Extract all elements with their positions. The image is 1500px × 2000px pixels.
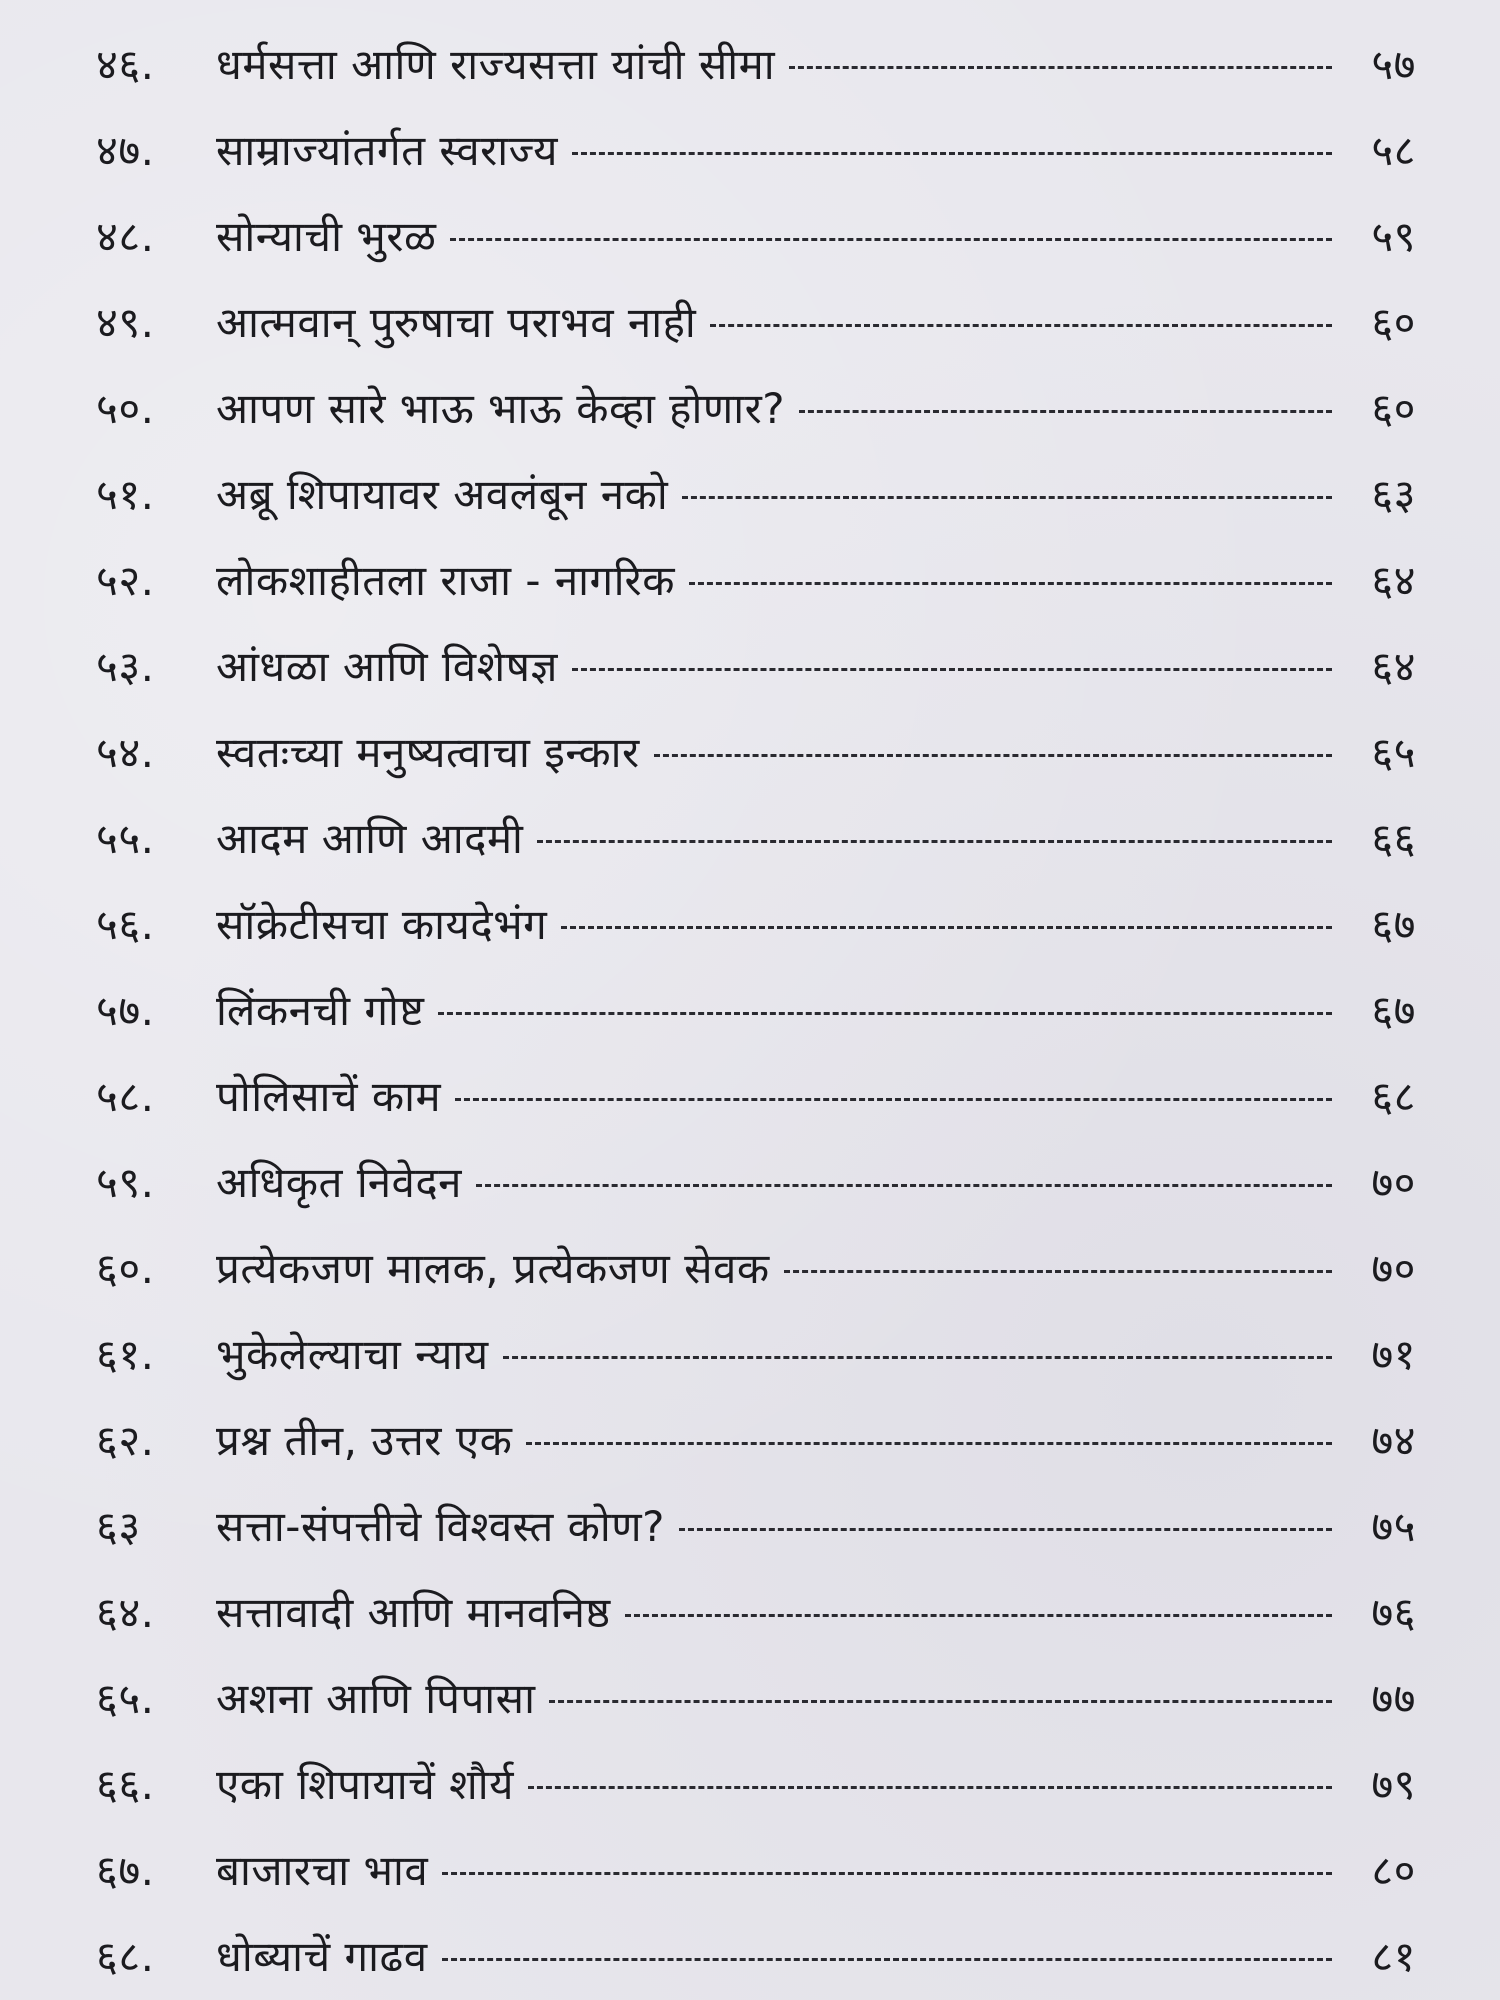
entry-number: ५२. [96, 555, 155, 605]
entry-number: ५५. [96, 813, 155, 863]
entry-title: धर्मसत्ता आणि राज्यसत्ता यांची सीमा [216, 39, 776, 89]
dotted-leader [654, 754, 1332, 757]
dotted-leader [537, 840, 1332, 843]
entry-title: प्रत्येकजण मालक, प्रत्येकजण सेवक [216, 1243, 770, 1293]
toc-entry-64 [96, 1568, 1416, 1654]
entry-number: ६०. [96, 1243, 155, 1293]
dotted-leader [625, 1614, 1332, 1617]
entry-title: साम्राज्यांतर्गत स्वराज्य [216, 125, 559, 175]
toc-entry-46 [96, 20, 1416, 106]
entry-number: ६८. [96, 1931, 155, 1981]
entry-title: बाजारचा भाव [216, 1845, 429, 1895]
entry-number: ४९. [96, 297, 155, 347]
entry-page-number: ७० [1371, 1157, 1416, 1207]
toc-entry-61 [96, 1310, 1416, 1396]
entry-page-number: ६७ [1371, 985, 1416, 1035]
dotted-leader [784, 1270, 1332, 1273]
entry-title: सत्तावादी आणि मानवनिष्ठ [216, 1587, 611, 1637]
entry-number: ५१. [96, 469, 155, 519]
entry-title: लिंकनची गोष्ट [216, 985, 425, 1035]
toc-entry-50 [96, 364, 1416, 450]
entry-page-number: ७१ [1371, 1329, 1416, 1379]
entry-page-number: ८१ [1371, 1931, 1416, 1981]
dotted-leader [572, 152, 1332, 155]
dotted-leader [528, 1786, 1332, 1789]
entry-title: एका शिपायाचें शौर्य [216, 1759, 514, 1809]
entry-page-number: ६४ [1371, 555, 1416, 605]
toc-entry-67 [96, 1826, 1416, 1912]
dotted-leader [679, 1528, 1332, 1531]
dotted-leader [455, 1098, 1332, 1101]
entry-title: लोकशाहीतला राजा - नागरिक [216, 555, 675, 605]
entry-number: ५४. [96, 727, 155, 777]
dotted-leader [799, 410, 1332, 413]
entry-number: ५३. [96, 641, 155, 691]
toc-entry-53 [96, 622, 1416, 708]
toc-entry-63 [96, 1482, 1416, 1568]
toc-entry-56 [96, 880, 1416, 966]
entry-title: प्रश्न तीन, उत्तर एक [216, 1415, 513, 1465]
entry-number: ६१. [96, 1329, 155, 1379]
entry-title: पोलिसाचें काम [216, 1071, 442, 1121]
entry-title: भुकेलेल्याचा न्याय [216, 1329, 489, 1379]
toc-entry-59 [96, 1138, 1416, 1224]
entry-page-number: ६० [1371, 297, 1416, 347]
dotted-leader [438, 1012, 1332, 1015]
entry-number: ६२. [96, 1415, 155, 1465]
entry-page-number: ६४ [1371, 641, 1416, 691]
dotted-leader [689, 582, 1332, 585]
entry-page-number: ७४ [1371, 1415, 1416, 1465]
entry-page-number: ७६ [1371, 1587, 1416, 1637]
dotted-leader [503, 1356, 1332, 1359]
dotted-leader [561, 926, 1332, 929]
entry-title: आदम आणि आदमी [216, 813, 524, 863]
toc-entry-52 [96, 536, 1416, 622]
entry-title: स्वतःच्या मनुष्यत्वाचा इन्कार [216, 727, 640, 777]
entry-number: ६४. [96, 1587, 155, 1637]
dotted-leader [476, 1184, 1332, 1187]
entry-number: ६५. [96, 1673, 155, 1723]
toc-entry-58 [96, 1052, 1416, 1138]
entry-number: ६६. [96, 1759, 155, 1809]
entry-page-number: ५७ [1371, 39, 1416, 89]
entry-page-number: ६८ [1371, 1071, 1416, 1121]
dotted-leader [710, 324, 1332, 327]
entry-number: ५६. [96, 899, 155, 949]
entry-page-number: ७० [1371, 1243, 1416, 1293]
entry-number: ६७. [96, 1845, 155, 1895]
entry-page-number: ७९ [1371, 1759, 1416, 1809]
entry-page-number: ८० [1371, 1845, 1416, 1895]
toc-entry-48 [96, 192, 1416, 278]
entry-title: धोब्याचें गाढव [216, 1931, 428, 1981]
toc-entry-62 [96, 1396, 1416, 1482]
entry-number: ५७. [96, 985, 155, 1035]
entry-number: ६३ [96, 1501, 141, 1551]
toc-entry-51 [96, 450, 1416, 536]
entry-number: ५९. [96, 1157, 155, 1207]
entry-title: आपण सारे भाऊ भाऊ केव्हा होणार? [216, 383, 786, 433]
entry-page-number: ५८ [1371, 125, 1416, 175]
entry-title: सत्ता-संपत्तीचे विश्वस्त कोण? [216, 1501, 665, 1551]
entry-title: आत्मवान् पुरुषाचा पराभव नाही [216, 297, 697, 347]
dotted-leader [682, 496, 1332, 499]
entry-page-number: ६७ [1371, 899, 1416, 949]
entry-number: ४६. [96, 39, 155, 89]
entry-title: अधिकृत निवेदन [216, 1157, 462, 1207]
entry-title: अब्रू शिपायावर अवलंबून नको [216, 469, 669, 519]
entry-title: सोन्याची भुरळ [216, 211, 437, 261]
entry-page-number: ६६ [1371, 813, 1416, 863]
entry-page-number: ७५ [1371, 1501, 1416, 1551]
toc-entry-57 [96, 966, 1416, 1052]
dotted-leader [526, 1442, 1332, 1445]
entry-title: सॉक्रेटीसचा कायदेभंग [216, 899, 548, 949]
entry-page-number: ६० [1371, 383, 1416, 433]
entry-number: ५८. [96, 1071, 155, 1121]
entry-title: आंधळा आणि विशेषज्ञ [216, 641, 558, 691]
dotted-leader [789, 66, 1332, 69]
toc-entry-49 [96, 278, 1416, 364]
dotted-leader [572, 668, 1332, 671]
toc-entry-54 [96, 708, 1416, 794]
dotted-leader [450, 238, 1332, 241]
entry-page-number: ७७ [1371, 1673, 1416, 1723]
entry-page-number: ५९ [1371, 211, 1416, 261]
entry-page-number: ६५ [1371, 727, 1416, 777]
toc-entry-55 [96, 794, 1416, 880]
entry-title: अशना आणि पिपासा [216, 1673, 536, 1723]
toc-entry-66 [96, 1740, 1416, 1826]
toc-entry-60 [96, 1224, 1416, 1310]
entry-page-number: ६३ [1371, 469, 1416, 519]
entry-number: ४८. [96, 211, 155, 261]
table-of-contents [96, 20, 1416, 1998]
toc-entry-47 [96, 106, 1416, 192]
entry-number: ४७. [96, 125, 155, 175]
toc-entry-65 [96, 1654, 1416, 1740]
dotted-leader [549, 1700, 1332, 1703]
entry-number: ५०. [96, 383, 155, 433]
dotted-leader [442, 1872, 1332, 1875]
toc-entry-68 [96, 1912, 1416, 1998]
dotted-leader [442, 1958, 1332, 1961]
